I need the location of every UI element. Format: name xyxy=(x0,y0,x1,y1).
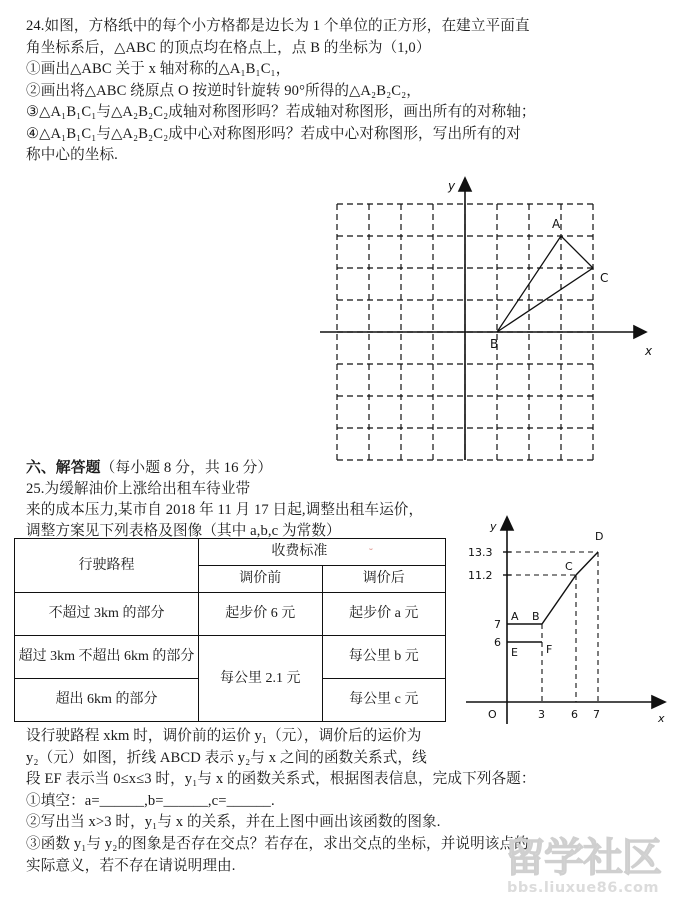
header-standard-label: 收费标准 xyxy=(271,544,328,559)
header-before: 调价前 xyxy=(199,566,323,593)
fig2-x-label: x xyxy=(658,712,665,725)
fig1-x-label: x xyxy=(645,344,653,358)
point-label-f: F xyxy=(546,643,553,656)
cell-route-1: 不超过 3km 的部分 xyxy=(15,593,199,636)
vertex-label-c: C xyxy=(600,271,609,285)
q25t-line-3: 段 EF 表示当 0≤x≤3 时，y₁与 x 的函数关系式，根据图表信息，完成下列各题： xyxy=(26,771,536,788)
q25t-line-4: ①填空：a=______,b=______,c=______. xyxy=(26,792,275,809)
cell-before-2: 每公里 2.1 元 xyxy=(199,636,323,722)
vertex-label-a: A xyxy=(552,217,561,231)
section-heading-note: （每小题 8 分，共 16 分） xyxy=(100,460,273,476)
watermark-brand: 留学社区 xyxy=(505,835,661,881)
q25t-line-7: 实际意义，若不存在请说明理由. xyxy=(26,857,236,874)
header-after: 调价后 xyxy=(322,566,445,593)
x-tick-3: 3 xyxy=(538,708,545,721)
cell-route-2: 超过 3km 不超出 6km 的部分 xyxy=(15,636,199,679)
q25t-line-1: 设行驶路程 xkm 时，调价前的运价 y₁（元），调价后的运价为 xyxy=(26,728,422,744)
q24-line-5: ③△A₁B₁C₁与△A₂B₂C₂成轴对称图形吗？若成轴对称图形，画出所有的对称轴； xyxy=(26,104,536,120)
fig2-origin-label: O xyxy=(488,708,497,721)
cell-after-1: 起步价 a 元 xyxy=(322,593,445,636)
watermark-url: bbs.liuxue86.com xyxy=(507,880,660,896)
header-route: 行驶路程 xyxy=(15,539,199,593)
table-row xyxy=(15,539,446,566)
section-heading xyxy=(26,458,272,479)
y-axis-arrow xyxy=(459,178,471,191)
cell-route-3: 超出 6km 的部分 xyxy=(15,679,199,722)
fig2-y-label: y xyxy=(490,520,497,533)
table-row xyxy=(15,593,446,636)
question-25-tail-text xyxy=(26,726,536,877)
point-label-a: A xyxy=(511,610,519,623)
point-label-b: B xyxy=(532,610,540,623)
q24-line-3: ①画出△ABC 关于 x 轴对称的△A₁B₁C₁， xyxy=(26,61,291,77)
cell-before-1: 起步价 6 元 xyxy=(199,593,323,636)
cell-after-3: 每公里 c 元 xyxy=(322,679,445,722)
question-24-text xyxy=(26,16,536,167)
y-tick-6: 6 xyxy=(494,636,501,649)
y-tick-7: 7 xyxy=(494,618,501,631)
cell-after-2: 每公里 b 元 xyxy=(322,636,445,679)
q24-line-1: 24.如图，方格纸中的每个小方格都是边长为 1 个单位的正方形，在建立平面直 xyxy=(26,18,530,34)
y-tick-13-3: 13.3 xyxy=(468,546,493,559)
table-row xyxy=(15,636,446,679)
y-tick-11-2: 11.2 xyxy=(468,569,493,582)
q25t-line-2: y₂（元）如图，折线 ABCD 表示 y₂与 x 之间的函数关系式，线 xyxy=(26,749,427,766)
graph-y-axis-arrow xyxy=(501,517,513,530)
handwritten-mark: ᵕ xyxy=(330,544,373,556)
figure-coordinate-grid xyxy=(318,172,664,462)
x-axis-arrow xyxy=(634,326,646,338)
q25-line-2: 来的成本压力,某市自 2018 年 11 月 17 日起,调整出租车运价， xyxy=(26,502,424,519)
fig1-y-label: y xyxy=(448,179,456,193)
x-tick-7: 7 xyxy=(593,708,600,721)
x-tick-6: 6 xyxy=(571,708,578,721)
header-standard xyxy=(199,539,446,566)
vertex-label-b: B xyxy=(490,337,499,351)
grid-svg xyxy=(318,172,664,462)
q24-line-7: 称中心的坐标. xyxy=(26,147,118,163)
figure-piecewise-graph xyxy=(452,512,680,728)
point-label-d: D xyxy=(595,530,604,543)
graph-guide-lines xyxy=(507,552,598,702)
graph-svg xyxy=(452,512,680,728)
q25-line-1: 25.为缓解油价上涨给出租车待业带 xyxy=(26,481,251,497)
q24-line-2: 角坐标系后，△ABC 的顶点均在格点上，点 B 的坐标为（1,0） xyxy=(26,39,431,56)
triangle-abc xyxy=(497,236,593,332)
q25t-line-5: ②写出当 x>3 时，y₁与 x 的关系，并在上图中画出该函数的图象. xyxy=(26,814,441,831)
section-heading-title: 六、解答题 xyxy=(26,460,101,476)
fee-standard-table xyxy=(14,538,446,722)
q24-line-4: ②画出将△ABC 绕原点 O 按逆时针旋转 90°所得的△A₂B₂C₂， xyxy=(26,82,421,99)
q25t-line-6: ③函数 y₁与 y₂的图象是否存在交点？若存在，求出交点的坐标，并说明该点的 xyxy=(26,835,529,852)
q25-line-3: 调整方案见下列表格及图像（其中 a,b,c 为常数） xyxy=(26,523,341,540)
q24-line-6: ④△A₁B₁C₁与△A₂B₂C₂成中心对称图形吗？若成中心对称图形，写出所有的对 xyxy=(26,125,521,142)
question-25-text xyxy=(26,479,423,543)
polyline-abcd xyxy=(507,552,598,624)
graph-x-axis-arrow xyxy=(652,696,665,708)
point-label-e: E xyxy=(511,646,518,659)
point-label-c: C xyxy=(565,560,573,573)
